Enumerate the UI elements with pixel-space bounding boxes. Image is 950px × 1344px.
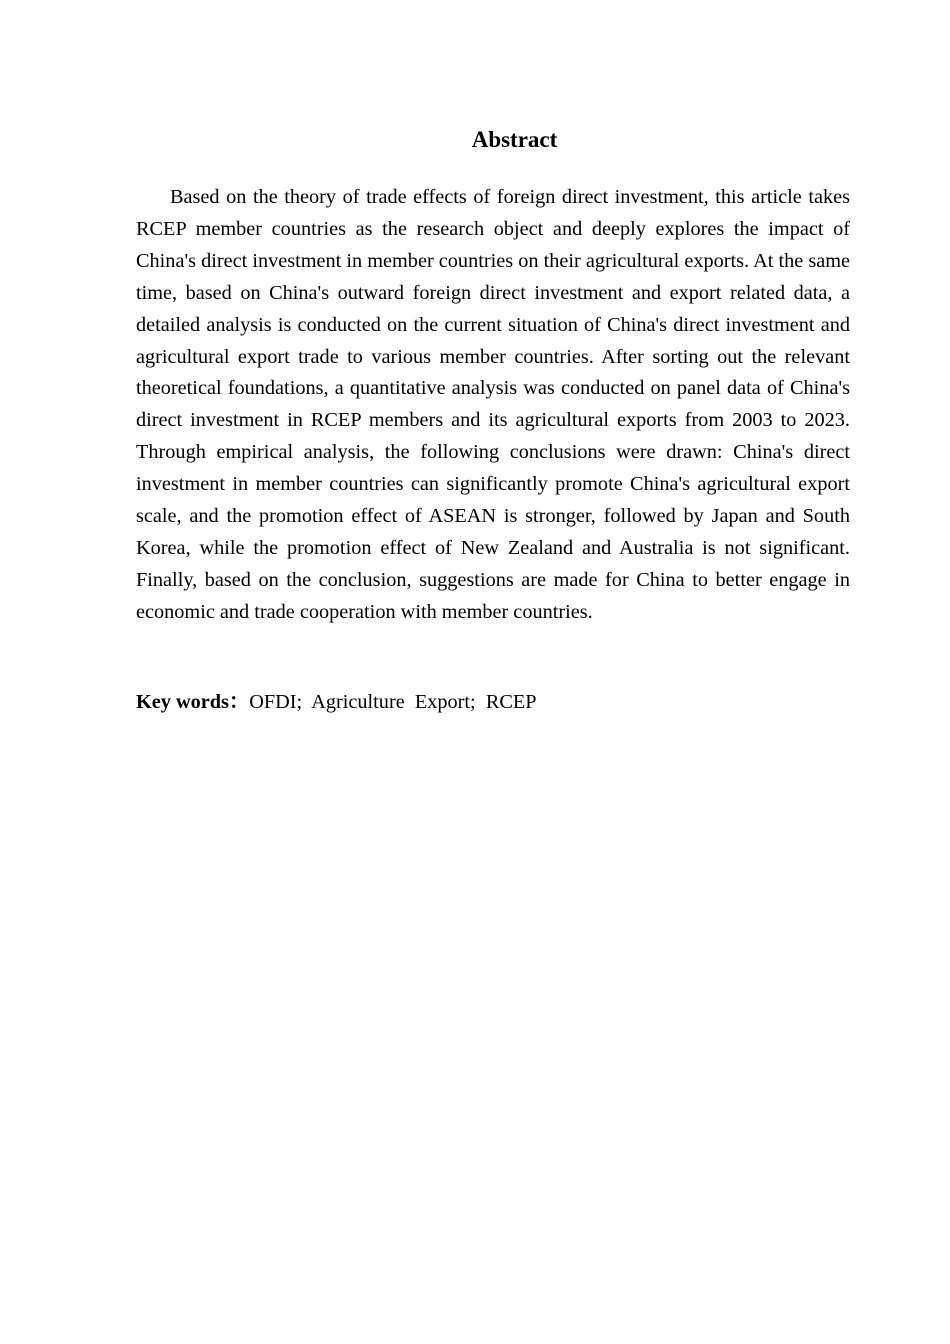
keywords-values: OFDI; Agriculture Export; RCEP	[249, 691, 537, 713]
keywords-label: Key words：	[136, 691, 250, 713]
abstract-body: Based on the theory of trade effects of foreign direct investment, this article takes RCEP member countries as the research object and deeply explores the impact of China's direct investment in member countries on their agricultural exports. At the same time, based on China's outward foreign direct investment and export related data, a detailed analysis is conducted on the current situation of China's direct investment and agricultural export trade to various member countries. After sorting out the relevant theoretical foundations, a quantitative analysis was conducted on panel data of China's direct investment in RCEP members and its agricultural exports from 2003 to 2023. Through empirical analysis, the following conclusions were drawn: China's direct investment in member countries can significantly promote China's agricultural export scale, and the promotion effect of ASEAN is stronger, followed by Japan and South Korea, while the promotion effect of New Zealand and Australia is not significant. Finally, based on the conclusion, suggestions are made for China to better engage in economic and trade cooperation with member countries.	[136, 186, 850, 623]
keywords-line	[136, 686, 850, 718]
abstract-title: Abstract	[471, 127, 558, 152]
